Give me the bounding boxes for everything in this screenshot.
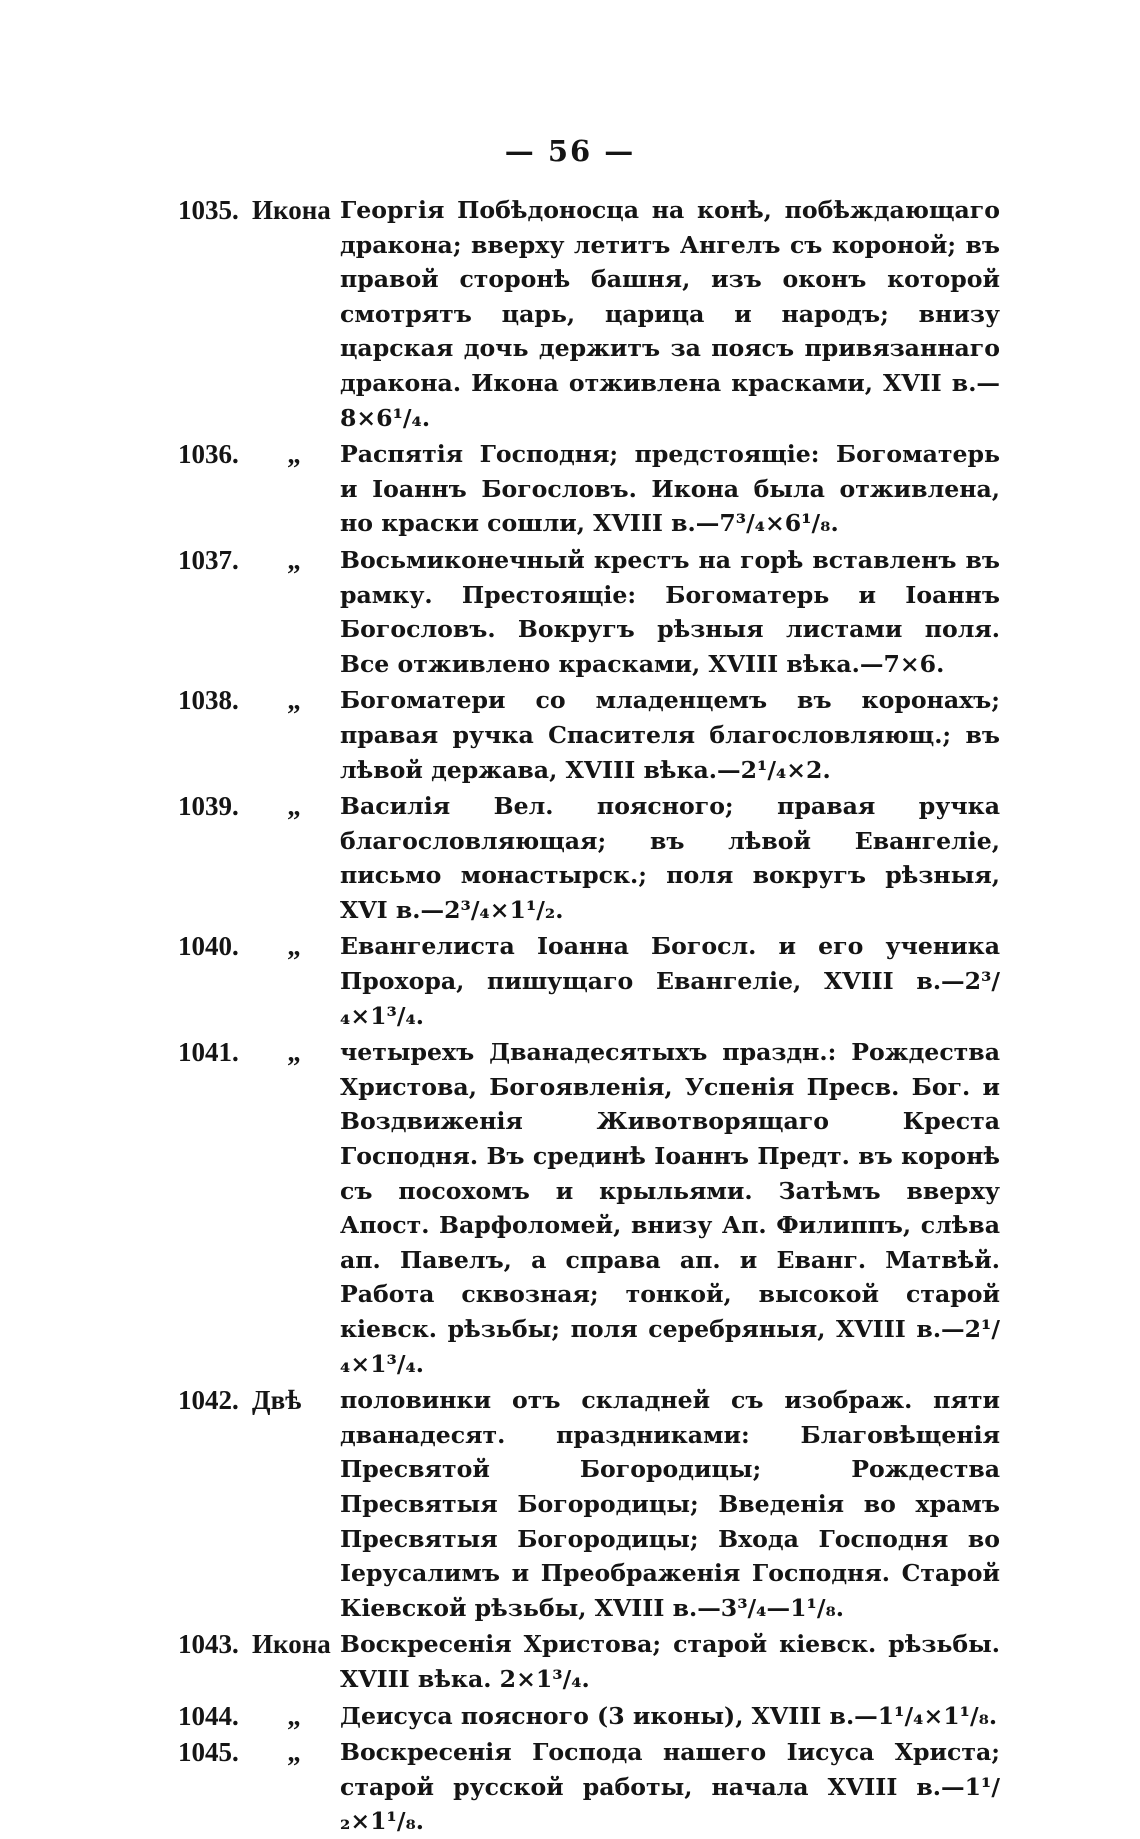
entry-number: 1042. — [178, 1385, 239, 1416]
catalog-entry — [178, 1035, 1000, 1381]
entry-description: Воскресенія Господа нашего Іисуса Христа; старой русской работы, начала XVIII в.—1¹/₂×1¹/₈. — [340, 1738, 1000, 1836]
ditto-mark: „ — [287, 439, 301, 470]
entry-heading: Двѣ — [252, 1385, 302, 1416]
entry-description: Василія Вел. поясного; правая ручка благословляющая; въ лѣвой Евангеліе, письмо монастырск.; поля вокругъ рѣзныя, XVI в.—2³/₄×1¹/₂. — [340, 792, 1000, 924]
catalog-entry — [178, 683, 1000, 787]
entry-heading: Икона — [252, 1629, 331, 1660]
page-number: — 56 — — [504, 134, 636, 168]
entry-number: 1045. — [178, 1737, 239, 1768]
catalog-entry — [178, 1699, 1000, 1734]
catalog-entry — [178, 789, 1000, 927]
entry-number: 1037. — [178, 544, 239, 575]
catalog-entry — [178, 1383, 1000, 1625]
ditto-mark: „ — [287, 685, 301, 716]
ditto-mark: „ — [287, 1037, 301, 1068]
entry-number: 1036. — [178, 439, 239, 470]
entry-description: Распятія Господня; предстоящіе: Богоматерь и Іоаннъ Богословъ. Икона была отживлена, но краски сошли, XVIII в.—7³/₄×6¹/₈. — [340, 440, 1000, 538]
entry-description: Восьмиконечный крестъ на горѣ вставленъ въ рамку. Престоящіе: Богоматерь и Іоаннъ Богословъ. Вокругъ рѣзныя листами поля. Все отживлено красками, XVIII вѣка.—7×6. — [340, 545, 1000, 678]
entry-description: Евангелиста Іоанна Богосл. и его ученика Прохора, пишущаго Евангеліе, XVIII в.—2³/₄×1³/₄. — [340, 932, 1000, 1030]
catalog-entry — [178, 1735, 1000, 1839]
entry-number: 1035. — [178, 195, 239, 225]
entry-number: 1039. — [178, 791, 239, 822]
catalog-entry — [178, 193, 1000, 435]
entry-description: четырехъ Дванадесятыхъ праздн.: Рождества Христова, Богоявленія, Успенія Пресв. Бог. и Воздвиженія Животворящаго Креста Господня. Въ срединѣ Іоаннъ Предт. въ коронѣ съ посохомъ и крыльями. Затѣмъ вверху Апост. Варфоломей, внизу Ап. Филиппъ, слѣва ап. Павелъ, а справа ап. и Еванг. Матвѣй. Работа сквозная; тонкой, высокой старой кіевск. рѣзьбы; поля серебряныя, XVIII в.—2¹/₄×1³/₄. — [340, 1038, 1000, 1378]
catalog-entry — [178, 1627, 1000, 1696]
entry-number: 1040. — [178, 931, 239, 962]
catalog-entries — [178, 193, 1000, 1839]
entry-description: Воскресенія Христова; старой кіевск. рѣзьбы. XVIII вѣка. 2×1³/₄. — [340, 1630, 1000, 1693]
entry-number: 1041. — [178, 1037, 239, 1068]
entry-number: 1044. — [178, 1700, 239, 1731]
catalog-entry — [178, 437, 1000, 541]
ditto-mark: „ — [287, 1700, 301, 1731]
catalog-entry — [178, 543, 1000, 681]
entry-heading: Икона — [252, 195, 331, 225]
ditto-mark: „ — [287, 544, 301, 575]
entry-number: 1043. — [178, 1629, 239, 1660]
entry-number: 1038. — [178, 685, 239, 716]
ditto-mark: „ — [287, 931, 301, 962]
entry-description: Георгія Побѣдоносца на конѣ, побѣждающаго дракона; вверху летитъ Ангелъ съ короной; въ правой сторонѣ башня, изъ оконъ которой смотрятъ царь, царица и народъ; внизу царская дочь держитъ за поясъ привязаннаго дракона. Икона отживлена красками, XVII в.—8×6¹/₄. — [340, 196, 1000, 432]
catalog-entry — [178, 929, 1000, 1033]
ditto-mark: „ — [287, 791, 301, 822]
ditto-mark: „ — [287, 1737, 301, 1768]
entry-description: Деисуса поясного (3 иконы), XVIII в.—1¹/₄×1¹/₈. — [340, 1701, 998, 1730]
entry-description: Богоматери со младенцемъ въ коронахъ; правая ручка Спасителя благословляющ.; въ лѣвой держава, XVIII вѣка.—2¹/₄×2. — [340, 686, 1000, 784]
entry-description: половинки отъ складней съ изображ. пяти дванадесят. праздниками: Благовѣщенія Пресвятой Богородицы; Рождества Пресвятыя Богородицы; Введенія во храмъ Пресвятыя Богородицы; Входа Господня во Іерусалимъ и Преображенія Господня. Старой Кіевской рѣзьбы, XVIII в.—3³/₄—1¹/₈. — [340, 1386, 1000, 1622]
